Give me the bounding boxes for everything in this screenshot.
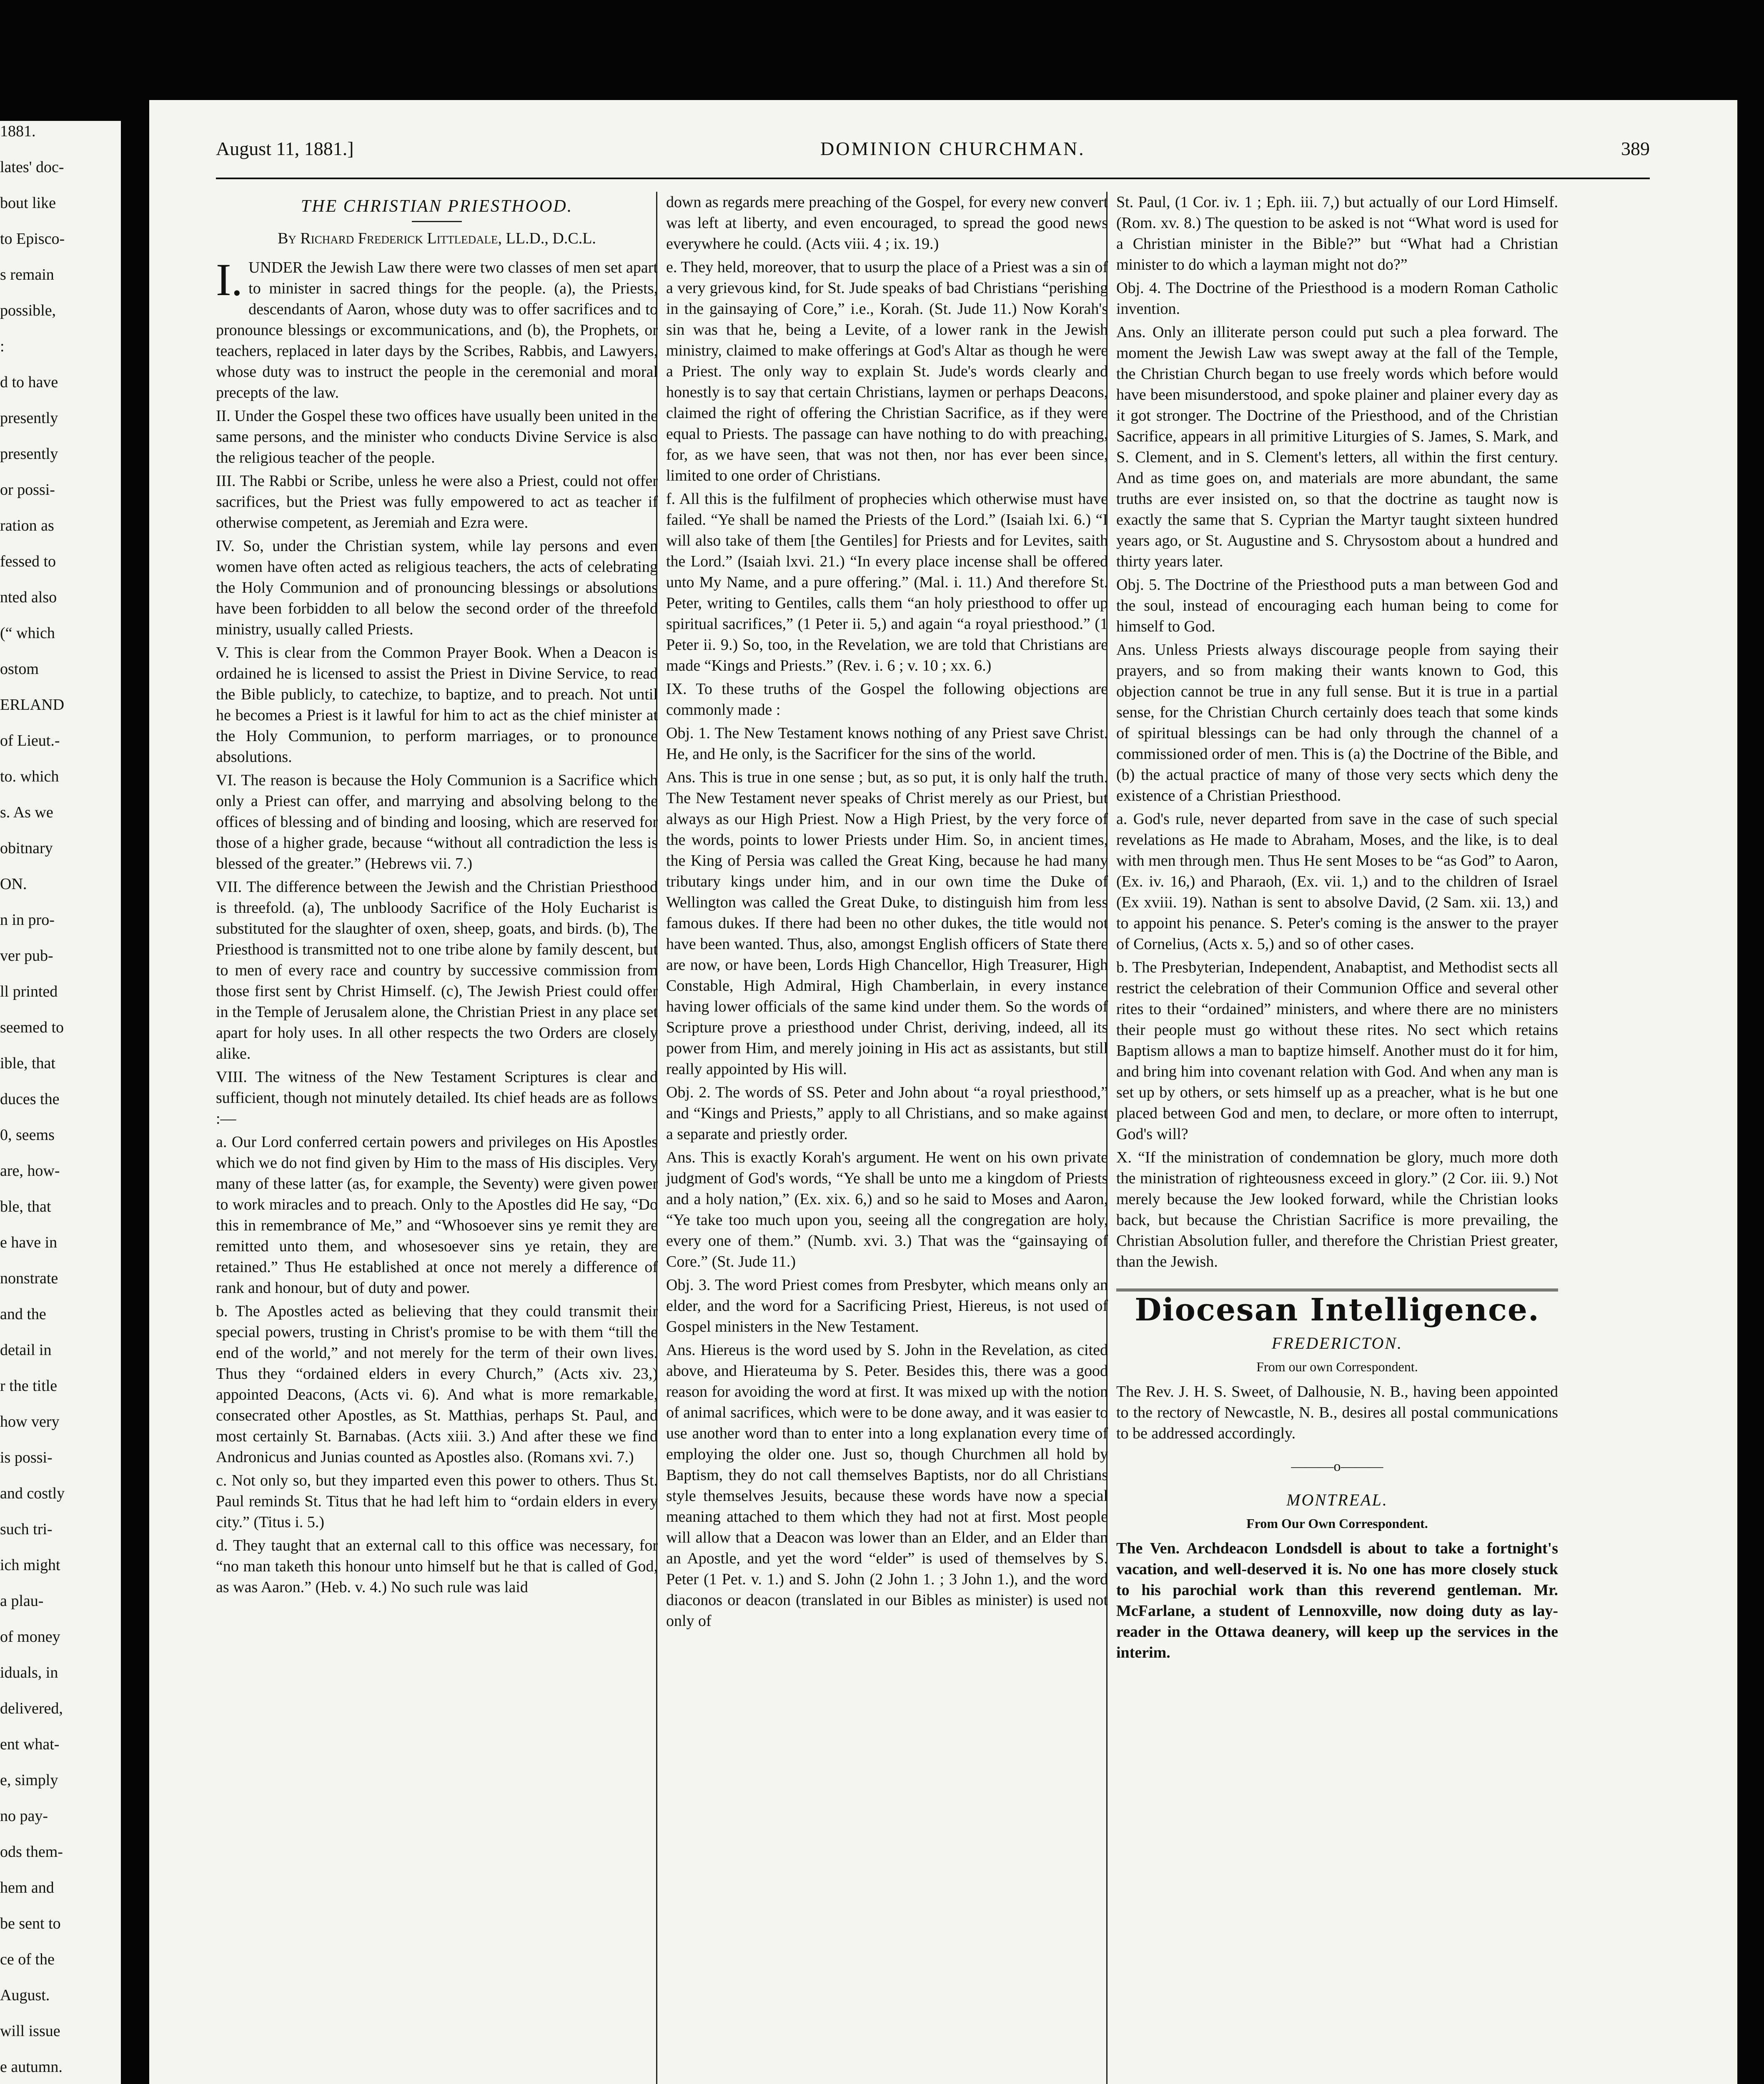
previous-page-text-fragment: a plau- <box>0 1592 44 1610</box>
article-paragraph: VI. The reason is because the Holy Communion is a Sacrifice which only a Priest can offer, and marrying and absolving belong to the offices of blessing and of binding and loosing, which are reserved for those of a higher grade, because “without all contradiction the less is blessed of the greater.” (Hebrews vii. 7.) <box>216 771 658 872</box>
article-paragraph: Ans. Only an illiterate person could put such a plea forward. The moment the Jewish Law was swept away at the fall of the Temple, the Christian Church began to use freely words which before would have been misunderstood, and spoke plainer and plainer every day as it got stronger. The Doctrine of the Priesthood, and of the Christian Sacrifice, appears in all primitive Liturgies of S. James, S. Mark, and S. Clement, and in S. Clement's letters, all within the first century. And as time goes on, and materials are more abundant, the same truths are ever insisted on, so that the doctrine as taught now is exactly the same that S. Cyprian the Martyr taught sixteen hundred years ago, or St. Augustine and S. Chrysostom about a hundred and thirty years later. <box>1116 323 1558 570</box>
previous-page-text-fragment: will issue <box>0 2022 60 2040</box>
montreal-heading: MONTREAL. <box>1286 1490 1388 1509</box>
previous-page-text-fragment: possible, <box>0 302 56 319</box>
article-paragraph: IV. So, under the Christian system, while lay persons and even women have often acted as religious teachers, the acts of celebrating the Holy Communion and of pronouncing blessings or absolutions have been forbidden to all below the second order of the threefold ministry, usually called Priests. <box>216 537 658 638</box>
article-paragraph: UNDER the Jewish Law there were two classes of men set apart to minister in sacred things for the people. (a), the Priests, descendants of Aaron, whose duty was to offer sacrifices and to pronounce blessings or excommunications, and (b), the Prophets, or teachers, replaced in later days by the Scribes, Rabbis, and Lawyers, whose duty was to instruct the people in the ceremonial and moral precepts of the law. <box>216 259 658 401</box>
previous-page-text-fragment: lates' doc- <box>0 158 64 176</box>
article-paragraph: e. They held, moreover, that to usurp the place of a Priest was a sin of a very grievous kind, for St. Jude speaks of bad Christians “perishing in the gainsaying of Core,” i.e., Korah. (St. Jude 11.) Now Korah's sin was that he, being a Levite, of a lower rank in the Jewish ministry, claimed to make offerings at God's Altar as though he were a Priest. The only way to explain St. Jude's words clearly and honestly is to say that certain Christians, laymen or perhaps Deacons, claimed the right of offering the Christian Sacrifice, as if they were equal to Priests. The passage can have nothing to do with preaching, for, as we have seen, that was not then, nor has ever been since, limited to one order of Christians. <box>666 258 1108 484</box>
previous-page-text-fragment: hem and <box>0 1879 54 1896</box>
previous-page-text-fragment: (“ which <box>0 624 55 642</box>
article-paragraph: Ans. Hiereus is the word used by S. John in the Revelation, as cited above, and Hierateuma by S. Peter. Besides this, there was a good reason for avoiding the word at first. It was mixed up with the notion of animal sacrifices, which were to be done away, and it was easier to use another word than to enter into a long explanation every time of employing the older one. Just so, though Churchmen all hold by Baptism, they do not call themselves Baptists, nor do all Christians style themselves Jesuits, because these words have now a special meaning attached to them which they had not at first. Most people will allow that a Deacon was lower than an Elder, and an Elder than an Apostle, and yet the word “elder” is used of themselves by S. Peter (1 Pet. v. 1.) and S. John (2 John 1. ; 3 John 1.), and the word diaconos or deacon (translated in our Bibles as minister) is used not only of <box>666 1341 1108 1630</box>
previous-page-text-fragment: d to have <box>0 373 58 391</box>
previous-page-text-fragment: or possi- <box>0 481 55 498</box>
previous-page-text-fragment: ERLAND <box>0 696 65 714</box>
article-paragraph: VII. The difference between the Jewish and the Christian Priesthood is threefold. (a), The unbloody Sacrifice of the Holy Eucharist is substituted for the slaughter of oxen, sheep, goats, and birds. (b), The Priesthood is transmitted not to one tribe alone by family descent, but to men of every race and country by successive commission from those first sent by Christ Himself. (c), The Jewish Priest could offer in the Temple of Jerusalem alone, the Christian Priest in any place set apart for holy uses. In all other respects the two Orders are closely alike. <box>216 878 658 1062</box>
article-paragraph: b. The Apostles acted as believing that they could transmit their special powers, trusting in Christ's promise to be with them “till the end of the world,” and not merely for the term of their own lives. Thus they “ordained elders in every Church,” (Acts xiv. 23,) appointed Deacons, (Acts vi. 6). And what is more remarkable, consecrated other Apostles, as St. Matthias, perhaps St. Paul, and most certainly St. Barnabas. (Acts xiii. 3.) And after these we find Andronicus and Junias counted as Apostles also. (Romans xvi. 7.) <box>216 1302 658 1466</box>
previous-page-text-fragment: s. As we <box>0 804 53 821</box>
previous-page-text-fragment: ods them- <box>0 1843 63 1861</box>
previous-page-edge <box>0 121 121 2084</box>
article-paragraph: f. All this is the fulfilment of prophecies which otherwise must have failed. “Ye shall be named the Priests of the Lord.” (Isaiah lxi. 6.) “I will also take of them [the Gentiles] for Priests and for Levites, saith the Lord.” (Isaiah lxvi. 21.) “In every place incense shall be offered unto My Name, and a pure offering.” (Mal. i. 11.) And therefore St. Peter, writing to Gentiles, calls them “an holy priesthood to offer up spiritual sacrifices,” (1 Peter ii. 5,) and again “a royal priesthood.” (1 Peter ii. 9.) So, too, in the Revelation, we are told that Christians are made “Kings and Priests.” (Rev. i. 6 ; v. 10 ; xx. 6.) <box>666 490 1108 674</box>
drop-cap: I. <box>216 254 243 305</box>
article-paragraph: V. This is clear from the Common Prayer Book. When a Deacon is ordained he is licensed to assist the Priest in Divine Service, to read the Bible publicly, to catechize, to baptize, and to preach. Not until he becomes a Priest is it lawful for him to act as the chief minister at the Holy Communion, to perform marriages, or to pronounce absolutions. <box>216 644 658 766</box>
article-paragraph: III. The Rabbi or Scribe, unless he were also a Priest, could not offer sacrifices, but the Priest was fully empowered to act as teacher if otherwise competent, as Jeremiah and Ezra were. <box>216 472 658 531</box>
previous-page-text-fragment: duces the <box>0 1090 60 1108</box>
previous-page-text-fragment: ver pub- <box>0 947 53 964</box>
previous-page-text-fragment: obitnary <box>0 839 53 857</box>
article-paragraph: Obj. 4. The Doctrine of the Priesthood is a modern Roman Catholic invention. <box>1116 279 1558 318</box>
article-paragraph: Obj. 2. The words of SS. Peter and John about “a royal priesthood,” and “Kings and Priests,” apply to all Christians, and so make against a separate and priestly order. <box>666 1084 1108 1143</box>
article-paragraph: Ans. This is true in one sense ; but, as so put, it is only half the truth. The New Testament never speaks of Christ merely as our Priest, but always as our High Priest. Now a High Priest, by the very force of the words, points to lower Priests under Him. So, in ancient times, the King of Persia was called the Great King, because he had many tributary kings under him, and in our own time the Duke of Wellington was called the Great Duke, to distinguish him from less famous dukes. If there had been no other dukes, the title would not have been wanted. Thus, also, amongst English officers of State there are now, or have been, Lords High Chancellor, High Treasurer, High Constable, High Admiral, High Chamberlain, in every instance having lower officials of the same kind under them. So the words of Scripture prove a priesthood under Christ, deriving, indeed, all its power from Him, and merely joining in His act as assistants, but still really appointed by His will. <box>666 769 1108 1078</box>
previous-page-text-fragment: 1881. <box>0 123 36 140</box>
article-paragraph: IX. To these truths of the Gospel the following objections are commonly made : <box>666 680 1108 719</box>
previous-page-text-fragment: e have in <box>0 1234 58 1251</box>
previous-page-text-fragment: ON. <box>0 875 27 893</box>
column-2-body <box>666 192 1108 1631</box>
previous-page-text-fragment: nted also <box>0 589 57 606</box>
previous-page-text-fragment: iduals, in <box>0 1664 58 1681</box>
previous-page-text-fragment: such tri- <box>0 1520 53 1538</box>
section-rule <box>1116 1289 1558 1291</box>
previous-page-text-fragment: e autumn. <box>0 2058 63 2076</box>
previous-page-text-fragment: presently <box>0 445 58 463</box>
previous-page-text-fragment: ration as <box>0 517 54 534</box>
previous-page-text-fragment: r the title <box>0 1377 58 1395</box>
previous-page-text-fragment: bout like <box>0 194 56 212</box>
previous-page-text-fragment: presently <box>0 409 58 427</box>
article-paragraph: c. Not only so, but they imparted even this power to others. Thus St. Paul reminds St. Titus that he had left him to “ordain elders in every city.” (Titus i. 5.) <box>216 1472 658 1531</box>
article-paragraph: II. Under the Gospel these two offices have usually been united in the same persons, and the minister who conducts Divine Service is also the religious teacher of the people. <box>216 407 658 466</box>
article-paragraph: X. “If the ministration of condemnation be glory, much more doth the ministration of righteousness exceed in glory.” (2 Cor. iii. 9.) Not merely because the Jew looked forward, while the Christian looks back, but because the Christian Sacrifice is more prevailing, the Christian Absolution fuller, and therefore the Christian Priest greater, than the Jewish. <box>1116 1149 1558 1270</box>
article-byline: By Richard Frederick Littledale, LL.D., D.C.L. <box>278 230 596 247</box>
diocesan-heading: Diocesan Intelligence. <box>1135 1292 1540 1328</box>
article-paragraph: d. They taught that an external call to this office was necessary, for “no man taketh this honour unto himself but he that is called of God, as was Aaron.” (Heb. v. 4.) No such rule was laid <box>216 1537 658 1596</box>
fredericton-text: The Rev. J. H. S. Sweet, of Dalhousie, N. B., having been appointed to the rectory of Newcastle, N. B., desires all postal communications to be addressed accordingly. <box>1116 1383 1558 1442</box>
article-paragraph: Obj. 1. The New Testament knows nothing of any Priest save Christ. He, and He only, is the Sacrificer for the sins of the world. <box>666 724 1108 763</box>
previous-page-text-fragment: fessed to <box>0 553 56 570</box>
previous-page-text-fragment: ll printed <box>0 983 58 1000</box>
article-paragraph: VIII. The witness of the New Testament Scriptures is clear and sufficient, though not minutely detailed. Its chief heads are as follows :— <box>216 1068 658 1127</box>
montreal-correspondent: From Our Own Correspondent. <box>1246 1516 1428 1531</box>
article-title: THE CHRISTIAN PRIESTHOOD. <box>301 197 573 216</box>
page-header <box>216 138 1650 171</box>
previous-page-text-fragment: ible, that <box>0 1055 55 1072</box>
article-paragraph: Obj. 3. The word Priest comes from Presbyter, which means only an elder, and the word for a Sacrificing Priest, Hiereus, is not used of Gospel ministers in the New Testament. <box>666 1276 1108 1335</box>
previous-page-text-fragment: be sent to <box>0 1915 61 1932</box>
previous-page-text-fragment: ich might <box>0 1556 60 1574</box>
montreal-text: The Ven. Archdeacon Londsdell is about to take a fortnight's vacation, and well-deserved it is. No one has more closely stuck to his parochial work than this reverend gentleman. Mr. McFarlane, a student of Lennoxville, now doing duty as lay-reader in the Ottawa deanery, will keep up the services in the interim. <box>1116 1540 1558 1661</box>
previous-page-text-fragment: how very <box>0 1413 60 1430</box>
previous-page-text-fragment: e, simply <box>0 1771 58 1789</box>
article-paragraph: down as regards mere preaching of the Gospel, for every new convert was left at liberty, and even encouraged, to spread the good news everywhere he could. (Acts viii. 4 ; ix. 19.) <box>666 193 1108 253</box>
previous-page-text-fragment: August. <box>0 1986 50 2004</box>
news-separator: ———o——— <box>1291 1459 1383 1474</box>
previous-page-text-fragment: 0, seems <box>0 1126 55 1144</box>
previous-page-text-fragment: delivered, <box>0 1700 63 1717</box>
previous-page-text-fragment: detail in <box>0 1341 52 1359</box>
previous-page-text-fragment: s remain <box>0 266 54 283</box>
previous-page-text-fragment: ent what- <box>0 1736 60 1753</box>
previous-page-text-fragment: nonstrate <box>0 1270 58 1287</box>
article-column-3 <box>1116 192 1558 1663</box>
header-page-number: 389 <box>1621 138 1650 159</box>
newspaper-page <box>149 100 1737 2084</box>
previous-page-text-fragment: of Lieut.- <box>0 732 60 749</box>
fredericton-correspondent: From our own Correspondent. <box>1256 1359 1418 1374</box>
article-column-2 <box>666 192 1108 1634</box>
previous-page-text-fragment: of money <box>0 1628 60 1646</box>
column-3-body <box>1116 192 1558 1272</box>
fredericton-heading: FREDERICTON. <box>1271 1334 1403 1353</box>
previous-page-text-fragment: ble, that <box>0 1198 51 1215</box>
article-paragraph: a. God's rule, never departed from save in the case of such special revelations as He made to Abraham, Moses, and the like, is to deal with men through men. Thus He sent Moses to be “as God” to Aaron, (Ex. iv. 16,) and Pharaoh, (Ex. vii. 1,) and to the children of Israel (Ex xviii. 19). Nathan is sent to absolve David, (2 Sam. xii. 13,) and to appoint his penance. S. Peter's coming is the answer to the prayer of Cornelius, (Acts x. 5,) and so of other cases. <box>1116 810 1558 953</box>
previous-page-text-fragment: to Episco- <box>0 230 65 248</box>
article-paragraph: Ans. Unless Priests always discourage people from saying their prayers, and so from making their wants known to God, this objection cannot be true in any full sense. But it is true in a partial sense, for the Christian Church certainly does teach that some kinds of spiritual blessings can be had only through the channel of a commissioned order of men. This is (a) the Doctrine of the Bible, and (b) the actual practice of many of those very sects which deny the existence of a Christian Priesthood. <box>1116 641 1558 804</box>
previous-page-text-fragment: to. which <box>0 768 59 785</box>
header-rule <box>216 178 1650 179</box>
previous-page-text-fragment: : <box>0 338 5 355</box>
previous-page-text-fragment: and costly <box>0 1485 65 1502</box>
article-paragraph: St. Paul, (1 Cor. iv. 1 ; Eph. iii. 7,) but actually of our Lord Himself. (Rom. xv. 8.) The question to be asked is not “What word is used for a Christian minister in the Bible?” but “What had a Christian minister to do which a layman might not do?” <box>1116 193 1558 273</box>
column-1-body <box>216 254 658 1598</box>
article-paragraph: b. The Presbyterian, Independent, Anabaptist, and Methodist sects all restrict the celebration of their Communion Office and several other rites to their “ordained” ministers, and where there are no ministers their people must go without these rites. No sect which retains Baptism allows a man to baptize himself. Another must do it for him, and bring him into covenant relation with God. And when any man is set up by others, or sets himself up as a preacher, what is he but one placed between God and men, to declare, or more often to interrupt, God's will? <box>1116 959 1558 1143</box>
title-rule <box>412 221 462 222</box>
header-date: August 11, 1881.] <box>216 138 354 159</box>
article-column-1 <box>216 192 658 1600</box>
previous-page-text-fragment: no pay- <box>0 1807 48 1825</box>
header-title: DOMINION CHURCHMAN. <box>820 138 1085 159</box>
previous-page-text-fragment: ostom <box>0 660 39 678</box>
article-paragraph: Ans. This is exactly Korah's argument. He went on his own private judgment of God's words, “Ye shall be unto me a kingdom of Priests and a holy nation,” (Ex. xix. 6,) and so he said to Moses and Aaron, “Ye take too much upon you, seeing all the congregation are holy, every one of them.” (Numb. xvi. 3.) That was the “gainsaying of Core.” (St. Jude 11.) <box>666 1149 1108 1270</box>
previous-page-text-fragment: are, how- <box>0 1162 60 1180</box>
article-paragraph: Obj. 5. The Doctrine of the Priesthood puts a man between God and the soul, instead of encouraging each human being to come for himself to God. <box>1116 576 1558 635</box>
previous-page-text-fragment: and the <box>0 1305 46 1323</box>
previous-page-text-fragment: is possi- <box>0 1449 53 1466</box>
previous-page-text-fragment: seemed to <box>0 1019 64 1036</box>
previous-page-text-fragment: ce of the <box>0 1951 55 1968</box>
previous-page-text-fragment: n in pro- <box>0 911 55 929</box>
article-paragraph: a. Our Lord conferred certain powers and privileges on His Apostles which we do not find given by Him to the mass of His disciples. Very many of these latter (as, for example, the Seventy) were given power to work miracles and to preach. Only to the Apostles did He say, “Do this in remembrance of Me,” and “Whosoever sins ye remit they are remitted unto them, and whosesoever sins ye retain, they are retained.” Thus He established at once not merely a difference of rank and honour, but of duty and power. <box>216 1133 658 1297</box>
